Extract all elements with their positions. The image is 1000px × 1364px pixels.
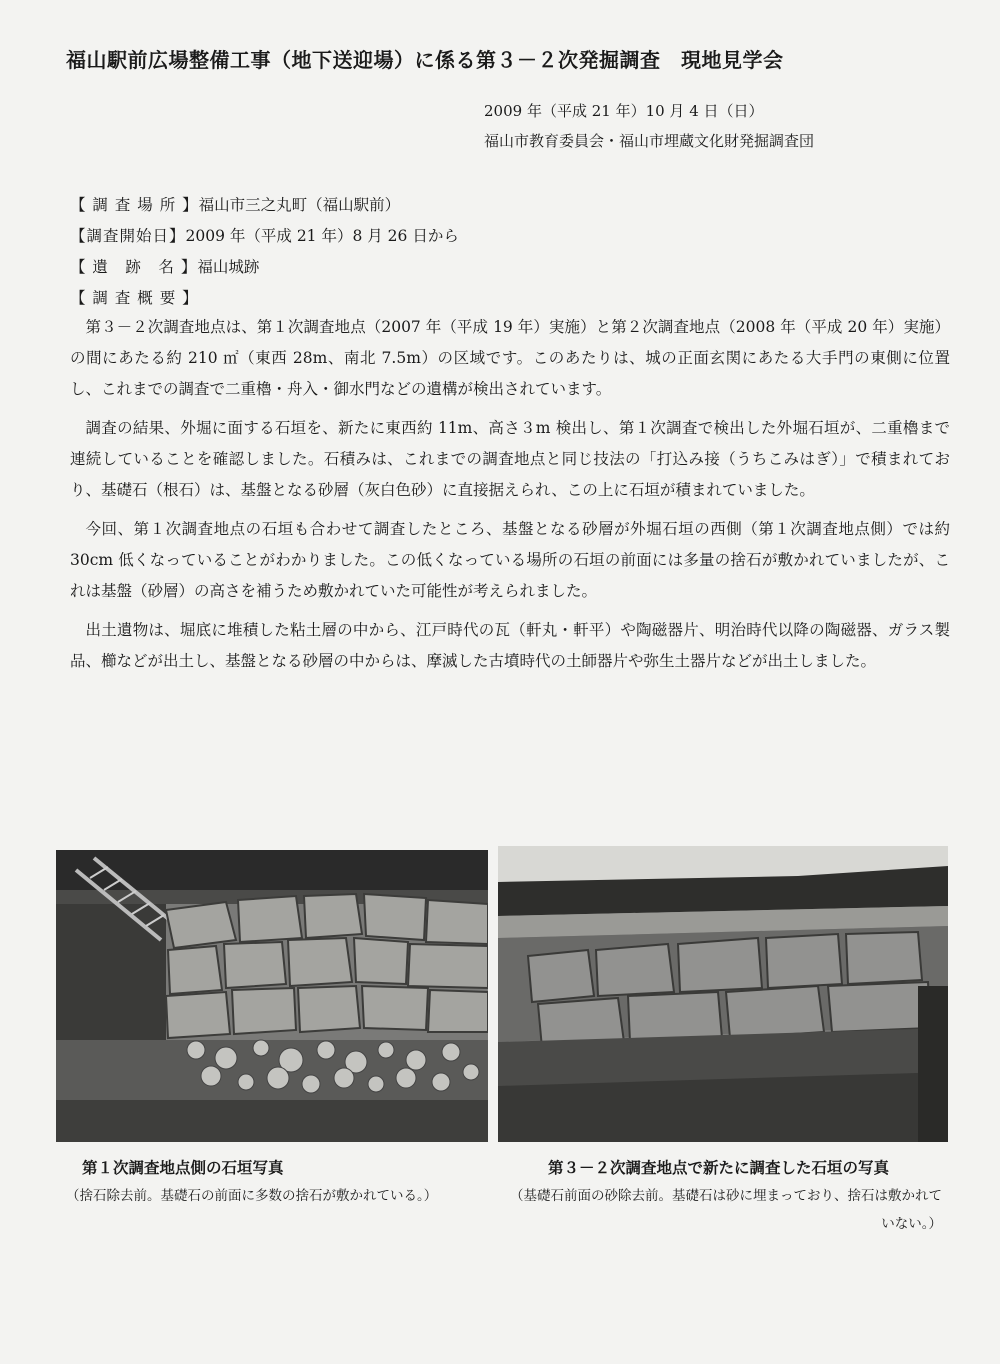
page-title: 福山駅前広場整備工事（地下送迎場）に係る第３－２次発掘調査 現地見学会 <box>66 48 784 72</box>
photo-1-caption: 第１次調査地点側の石垣写真 <box>82 1159 284 1177</box>
stone-wall-photo-2 <box>498 846 948 1142</box>
event-date: 2009 年（平成 21 年）10 月 4 日（日） <box>484 102 764 120</box>
info-label: 【 遺 跡 名 】 <box>70 258 198 276</box>
info-value: 福山市三之丸町（福山駅前） <box>198 196 401 214</box>
survey-summary <box>70 312 950 685</box>
info-label: 【 調 査 概 要 】 <box>70 289 199 307</box>
stone-wall-image <box>498 846 948 1142</box>
survey-info <box>70 190 950 314</box>
summary-paragraph: 第３－２次調査地点は、第１次調査地点（2007 年（平成 19 年）実施）と第２次調査地点（2008 年（平成 20 年）実施）の間にあたる約 210 ㎡（東西 28m、南北 7.5m）の区域です。このあたりは、城の正面玄関にあたる大手門の東側に位置し、これまでの調査で二重櫓・舟入・御水門などの遺構が検出されています。 <box>70 318 950 398</box>
document-meta <box>484 96 814 156</box>
info-row-start-date <box>70 221 950 252</box>
info-row-location <box>70 190 950 221</box>
info-value: 2009 年（平成 21 年）8 月 26 日から <box>185 227 459 245</box>
info-row-site-name <box>70 252 950 283</box>
info-label: 【調査開始日】 <box>70 227 186 245</box>
organizer: 福山市教育委員会・福山市埋蔵文化財発掘調査団 <box>484 132 815 150</box>
stone-wall-photo-1 <box>56 850 488 1142</box>
info-value: 福山城跡 <box>197 258 260 276</box>
stone-wall-image <box>56 850 488 1142</box>
info-row-summary <box>70 283 950 314</box>
summary-paragraph: 調査の結果、外堀に面する石垣を、新たに東西約 11m、高さ３m 検出し、第１次調査で検出した外堀石垣が、二重櫓まで連続していることを確認しました。石積みは、これまでの調査地点と同じ技法の「打込み接（うちこみはぎ）」で積まれており、基礎石（根石）は、基盤となる砂層（灰白色砂）に直接据えられ、この上に石垣が積まれていました。 <box>70 419 950 499</box>
photo-2-caption: 第３－２次調査地点で新たに調査した石垣の写真 <box>548 1159 890 1177</box>
info-label: 【 調 査 場 所 】 <box>70 196 199 214</box>
photo-1-note: （捨石除去前。基礎石の前面に多数の捨石が敷かれている。） <box>66 1188 438 1204</box>
summary-paragraph: 出土遺物は、堀底に堆積した粘土層の中から、江戸時代の瓦（軒丸・軒平）や陶磁器片、明治時代以降の陶磁器、ガラス製品、櫛などが出土し、基盤となる砂層の中からは、摩滅した古墳時代の土師器片や弥生土器片などが出土しました。 <box>70 621 950 670</box>
photo-2-note: （基礎石前面の砂除去前。基礎石は砂に埋まっており、捨石は敷かれていない。） <box>510 1188 942 1232</box>
summary-paragraph: 今回、第１次調査地点の石垣も合わせて調査したところ、基盤となる砂層が外堀石垣の西側（第１次調査地点側）では約 30cm 低くなっていることがわかりました。この低くなっている場所の石垣の前面には多量の捨石が敷かれていましたが、これは基盤（砂層）の高さを補うため敷かれていた可能性が考えられました。 <box>70 520 950 600</box>
